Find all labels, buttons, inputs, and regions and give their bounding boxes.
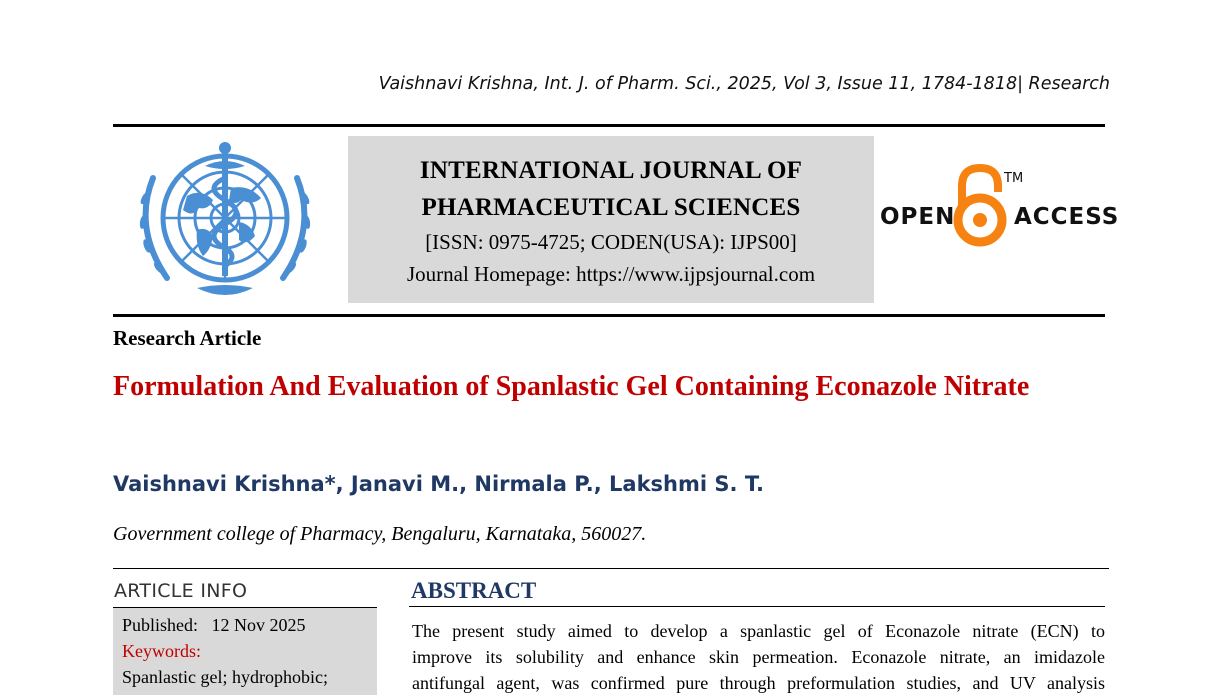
abstract-heading: ABSTRACT <box>411 578 537 603</box>
article-title: Formulation And Evaluation of Spanlastic Gel Containing Econazole Nitrate <box>113 371 1030 402</box>
keywords-list: Spanlastic gel; hydrophobic; <box>122 667 328 687</box>
journal-homepage-link[interactable]: Journal Homepage: https://www.ijpsjournal.com <box>406 262 816 286</box>
abstract-underline <box>409 606 1105 607</box>
section-divider <box>113 568 1109 569</box>
header-rule-bottom <box>113 314 1105 317</box>
open-access-logo <box>880 164 1120 254</box>
running-head: Vaishnavi Krishna, Int. J. of Pharm. Sci., 2025, Vol 3, Issue 11, 1784-1818| Research <box>378 74 1110 94</box>
trademark-mark: TM <box>1004 171 1024 186</box>
journal-name-line2: PHARMACEUTICAL SCIENCES <box>421 194 801 221</box>
open-access-left-text: OPEN <box>880 204 956 230</box>
article-type: Research Article <box>113 326 262 350</box>
abstract-body <box>412 618 1105 696</box>
published-row <box>122 612 377 638</box>
article-info-heading: ARTICLE INFO <box>114 580 248 602</box>
author-list: Vaishnavi Krishna*, Janavi M., Nirmala P., Lakshmi S. T. <box>113 472 764 496</box>
published-date: 12 Nov 2025 <box>211 615 306 635</box>
article-info-box <box>113 607 377 695</box>
abstract-line: antifungal agent, was confirmed pure through preformulation studies, and UV analysis <box>412 673 1105 693</box>
padlock-icon <box>958 168 1002 242</box>
journal-issn: [ISSN: 0975-4725; CODEN(USA): IJPS00] <box>425 230 797 254</box>
journal-title-box <box>348 136 874 303</box>
open-access-right-text: ACCESS <box>1014 204 1120 230</box>
abstract-line: The present study aimed to develop a spanlastic gel of Econazole nitrate (ECN) to <box>412 621 1105 641</box>
journal-emblem-logo <box>127 138 323 306</box>
affiliation: Government college of Pharmacy, Bengaluru, Karnataka, 560027. <box>113 523 647 545</box>
header-rule-top <box>113 124 1105 127</box>
keywords-label: Keywords: <box>122 641 201 661</box>
published-label: Published: <box>122 615 199 635</box>
abstract-line: improve its solubility and enhance skin permeation. Econazole nitrate, an imidazole <box>412 647 1105 667</box>
journal-name-line1: INTERNATIONAL JOURNAL OF <box>419 157 803 184</box>
